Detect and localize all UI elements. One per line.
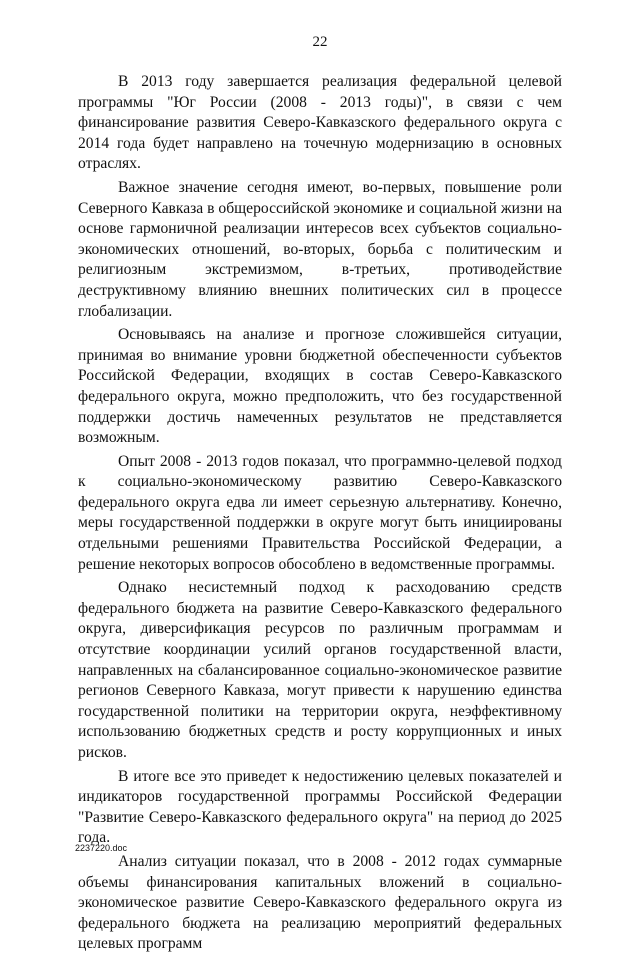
paragraph-non-systemic-approach: Однако несистемный подход к расходованию средств федерального бюджета на развитие Северо-Кавказского федерального округа, диверсификация ресурсов по различным программам и отсутствие координации усилий органов государственной власти, направленных на сбалансированное социально-экономическое развитие регионов Северного Кавказа, могут привести к нарушению единства государственной политики на территории округа, неэффективному использованию бюджетных средств и росту коррупционных и иных рисков. <box>78 579 562 761</box>
document-filename: 2237220.doc <box>75 843 128 853</box>
document-body <box>78 72 562 958</box>
paragraph-experience: Опыт 2008 - 2013 годов показал, что программно-целевой подход к социально-экономическому развитию Северо-Кавказского федерального округа едва ли имеет серьезную альтернативу. Конечно, меры государственной поддержки в округе могут быть инициированы отдельными решениями Правительства Российской Федерации, а решение некоторых вопросов обособлено в ведомственные программы. <box>78 452 562 573</box>
paragraph-program-completion: В 2013 году завершается реализация федеральной целевой программы "Юг России (2008 - 2013 годы)", в связи с чем финансирование развития Северо-Кавказского федерального округа с 2014 года будет направлено на точечную модернизацию в основных отраслях. <box>78 73 562 173</box>
paragraph-analysis-forecast: Основываясь на анализе и прогнозе сложившейся ситуации, принимая во внимание уровни бюджетной обеспеченности субъектов Российской Федерации, входящих в состав Северо-Кавказского федерального округа, можно предположить, что без государственной поддержки достичь намеченных результатов не представляется возможным. <box>78 326 562 447</box>
paragraph-importance: Важное значение сегодня имеют, во-первых, повышение роли Северного Кавказа в общероссийской экономике и социальной жизни на основе гармоничной реализации интересов всех субъектов социально-экономических отношений, во-вторых, борьба с политическим и религиозным экстремизмом, в-третьих, противодействие деструктивному влиянию внешних политических сил в процессе глобализации. <box>78 178 562 320</box>
paragraph-outcome: В итоге все это приведет к недостижению целевых показателей и индикаторов государственной программы Российской Федерации "Развитие Северо-Кавказского федерального округа" на период до 2025 года. <box>78 767 562 847</box>
paragraph-financing-analysis: Анализ ситуации показал, что в 2008 - 2012 годах суммарные объемы финансирования капитальных вложений в социально-экономическое развитие Северо-Кавказского федерального округа из федерального бюджета на реализацию мероприятий федеральных целевых программ <box>78 852 562 953</box>
page-number: 22 <box>312 34 328 50</box>
